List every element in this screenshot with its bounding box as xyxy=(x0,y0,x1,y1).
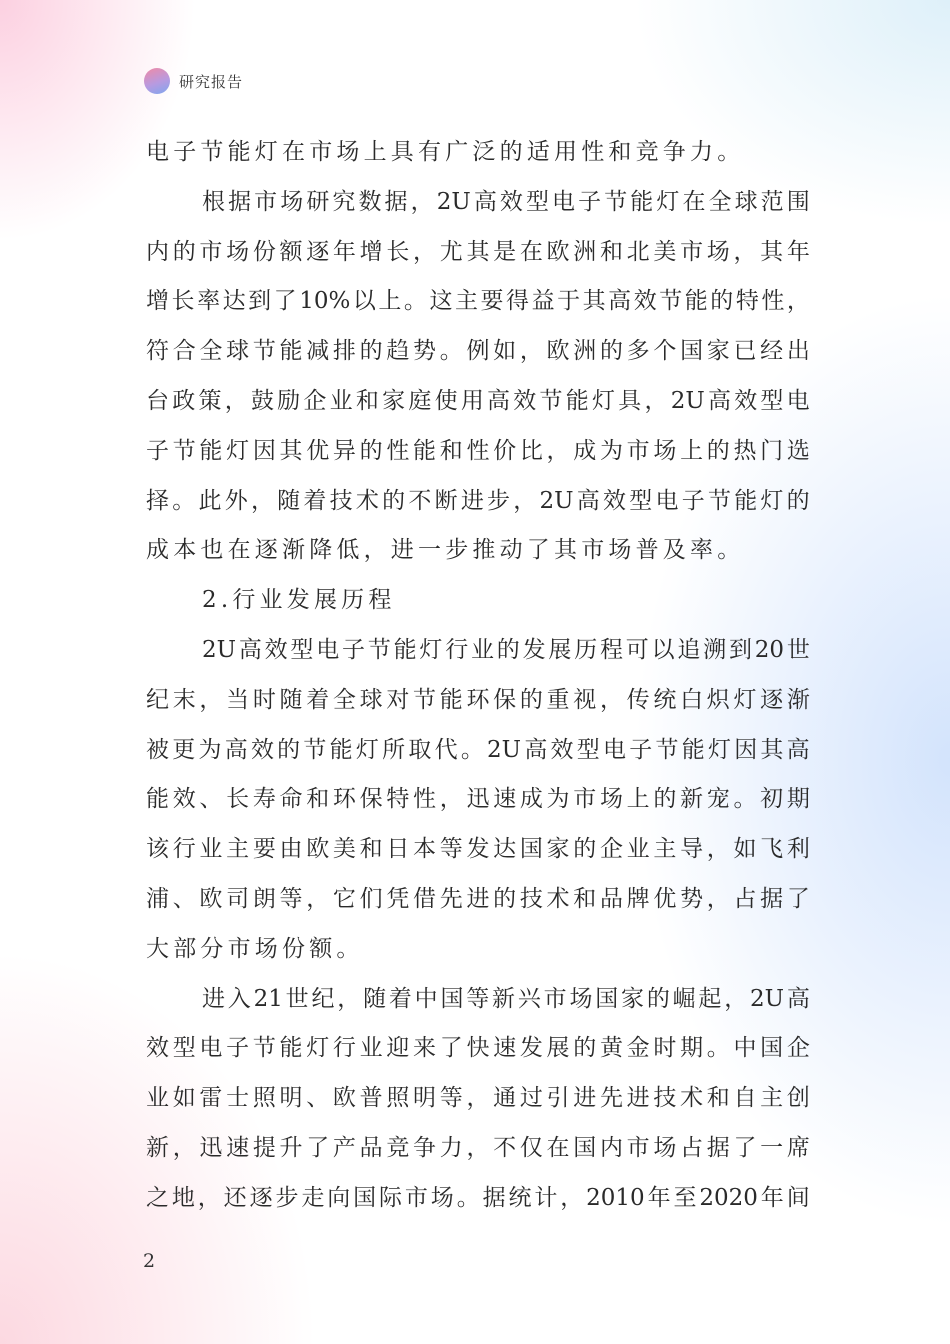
page-number: 2 xyxy=(143,1250,156,1272)
text-line: 根 据 市 场 研 究 数 据 ， 2U 高 效 型 电 子 节 能 灯 在 全 球 范 围 xyxy=(202,188,810,215)
header-label: 研究报告 xyxy=(179,72,244,91)
text-line: 增 长 率 达 到 了 10% 以 上 。 这 主 要 得 益 于 其 高 效 节 能 的 特 性 ， xyxy=(146,288,810,315)
text-line: 子 节 能 灯 因 其 优 异 的 性 能 和 性 价 比 ， 成 为 市 场 上 的 热 门 选 xyxy=(146,437,810,464)
section-heading: 2.行业发展历程 xyxy=(202,587,396,614)
text-line: 成本也在逐渐降低，进一步推动了其市场普及率。 xyxy=(146,537,745,564)
text-line: 进 入 21 世 纪 ， 随 着 中 国 等 新 兴 市 场 国 家 的 崛 起 ， 2U 高 xyxy=(202,985,810,1012)
text-line: 大部分市场份额。 xyxy=(146,935,364,962)
text-line: 台 政 策 ， 鼓 励 企 业 和 家 庭 使 用 高 效 节 能 灯 具 ， 2U 高 效 型 电 xyxy=(146,387,810,414)
text-line: 2U 高 效 型 电 子 节 能 灯 行 业 的 发 展 历 程 可 以 追 溯 到 20 世 xyxy=(202,636,810,663)
text-line: 能 效 、 长 寿 命 和 环 保 特 性 ， 迅 速 成 为 市 场 上 的 新 宠 。 初 期 xyxy=(146,786,810,813)
text-line: 内 的 市 场 份 额 逐 年 增 长 ， 尤 其 是 在 欧 洲 和 北 美 市 场 ， 其 年 xyxy=(146,238,810,265)
text-line: 之 地 ， 还 逐 步 走 向 国 际 市 场 。 据 统 计 ， 2010 年 至 2020 年 间 xyxy=(146,1184,810,1211)
report-header xyxy=(144,66,243,96)
text-line: 择 。 此 外 ， 随 着 技 术 的 不 断 进 步 ， 2U 高 效 型 电 子 节 能 灯 的 xyxy=(146,487,810,514)
text-line: 该 行 业 主 要 由 欧 美 和 日 本 等 发 达 国 家 的 企 业 主 导 ， 如 飞 利 xyxy=(146,836,810,863)
text-line: 业 如 雷 士 照 明 、 欧 普 照 明 等 ， 通 过 引 进 先 进 技 术 和 自 主 创 xyxy=(146,1085,810,1112)
text-line: 电子节能灯在市场上具有广泛的适用性和竞争力。 xyxy=(146,139,745,165)
text-line: 效 型 电 子 节 能 灯 行 业 迎 来 了 快 速 发 展 的 黄 金 时 期 。 中 国 企 xyxy=(146,1035,810,1062)
logo-icon xyxy=(144,68,170,94)
document-body xyxy=(146,128,810,1224)
text-line: 被 更 为 高 效 的 节 能 灯 所 取 代 。 2U 高 效 型 电 子 节 能 灯 因 其 高 xyxy=(146,736,810,763)
text-line: 新 ， 迅 速 提 升 了 产 品 竞 争 力 ， 不 仅 在 国 内 市 场 占 据 了 一 席 xyxy=(146,1134,810,1161)
text-line: 浦 、 欧 司 朗 等 ， 它 们 凭 借 先 进 的 技 术 和 品 牌 优 势 ， 占 据 了 xyxy=(146,885,810,912)
text-line: 符 合 全 球 节 能 减 排 的 趋 势 。 例 如 ， 欧 洲 的 多 个 国 家 已 经 出 xyxy=(146,338,810,365)
text-line: 纪 末 ， 当 时 随 着 全 球 对 节 能 环 保 的 重 视 ， 传 统 白 炽 灯 逐 渐 xyxy=(146,686,810,713)
